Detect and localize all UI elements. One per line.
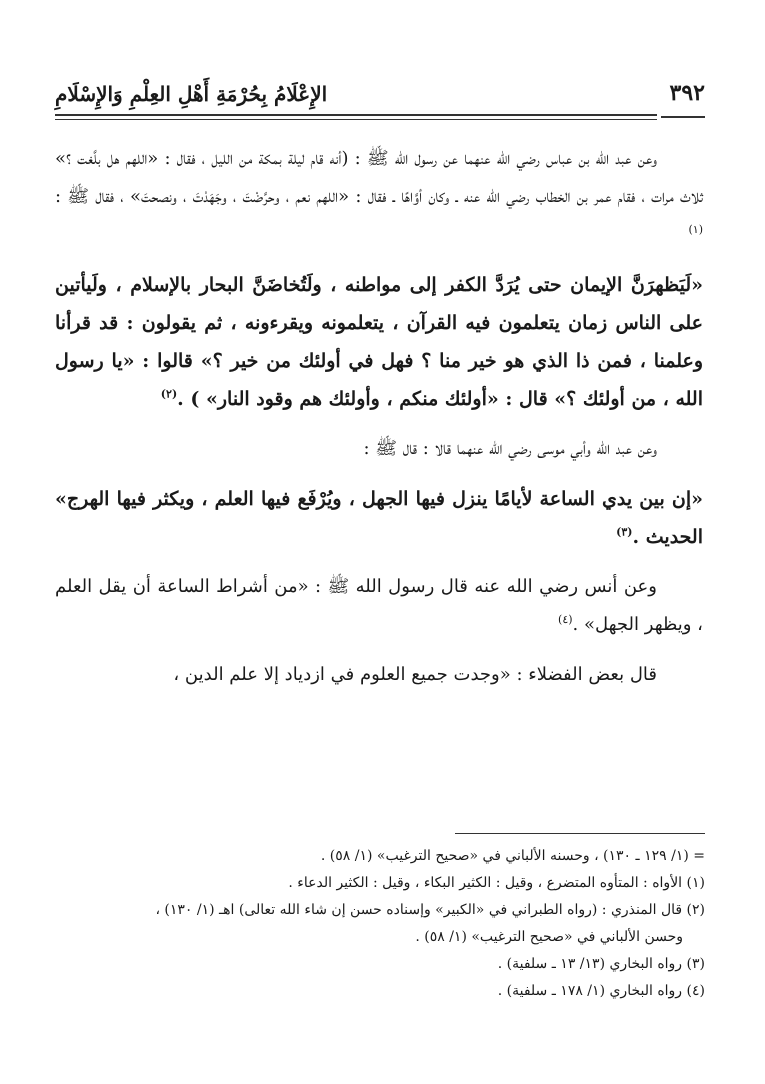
header-rule — [55, 114, 657, 120]
footnote-continued: = (١/ ١٢٩ ـ ١٣٠) ، وحسنه الألباني في «صحيح الترغيب» (١/ ٥٨) . — [320, 848, 705, 864]
footnote-2: (٢) قال المنذري : (رواه الطبراني في «الكبير» وإسناده حسن إن شاء الله تعالى) اهـ (١/ ١٣٠) ، — [155, 902, 705, 918]
paragraph-hadith-iman: «لَيَظهرَنَّ الإيمان حتى يُرَدَّ الكفر إلى مواطنه ، ولَتُخاضَنَّ البحار بالإسلام ، ولَيأتين على الناس زمان يتعلمون فيه القرآن ، يتعلمونه ويقرءونه ، ثم يقولون : قد قرأنا وعلمنا ، فمن ذا الذي هو خير منا ؟ فهل في أولئك من خير ؟» قالوا : «يا رسول الله ، من أولئك ؟» قال : «أولئك منكم ، وأولئك هم وقود النار» ) .$^{(٢)}$ — [55, 274, 703, 410]
footnotes — [55, 843, 705, 1005]
book-title: الإِعْلَامُ بِحُرْمَةِ أَهْلِ العِلْمِ وَالإِسْلَامِ — [55, 82, 328, 106]
paragraph-anas: وعن أنس رضي الله عنه قال رسول الله ﷺ : «من أشراط الساعة أن يقل العلم ، ويظهر الجهل» .$^{(٤)}$ — [55, 576, 703, 635]
paragraph-ibn-abbas: وعن عبد الله بن عباس رضي الله عنهما عن رسول الله ﷺ : (أنه قام ليلة بمكة من الليل ، فقال : «اللهم هل بلَّغت ؟» ثلاث مرات ، فقام عمر بن الخطاب رضي الله عنه ـ وكان أوَّاهًا ـ فقال : «اللهم نعم ، وحرَّضْتَ ، وجَهَدْتَ ، ونصحتَ» ، فقال ﷺ :$^{(١)}$ — [55, 148, 703, 236]
paragraph-hadith-saa: «إن بين يدي الساعة لأيامًا ينزل فيها الجهل ، ويُرْفَع فيها العلم ، ويكثر فيها الهرج» الحديث .$^{(٣)}$ — [55, 488, 703, 548]
footnote-2-continuation: وحسن الألباني في «صحيح الترغيب» (١/ ٥٨) . — [415, 929, 683, 945]
footnote-3: (٣) رواه البخاري (١٣/ ١٣ ـ سلفية) . — [497, 956, 705, 972]
paragraph-fudala: قال بعض الفضلاء : «وجدت جميع العلوم في ازدياد إلا علم الدين ، — [173, 664, 657, 685]
footnote-ref-2: (٢) — [160, 387, 178, 401]
footnote-4: (٤) رواه البخاري (١/ ١٧٨ ـ سلفية) . — [497, 983, 705, 999]
running-header — [55, 78, 705, 130]
footnote-ref-3: (٣) — [616, 525, 633, 539]
footnote-ref-1: (١) — [688, 223, 703, 236]
footnote-separator — [455, 833, 705, 834]
page-number-underline — [661, 116, 705, 118]
page-number: ٣٩٢ — [669, 80, 705, 106]
body-text — [55, 140, 703, 706]
paragraph-abdullah-abu-musa: وعن عبد الله وأبي موسى رضي الله عنهما قالا : قال ﷺ : — [363, 438, 657, 459]
footnote-1: (١) الأواه : المتأوه المتضرع ، وقيل : الكثير البكاء ، وقيل : الكثير الدعاء . — [288, 875, 705, 891]
footnote-ref-4: (٤) — [558, 613, 573, 626]
